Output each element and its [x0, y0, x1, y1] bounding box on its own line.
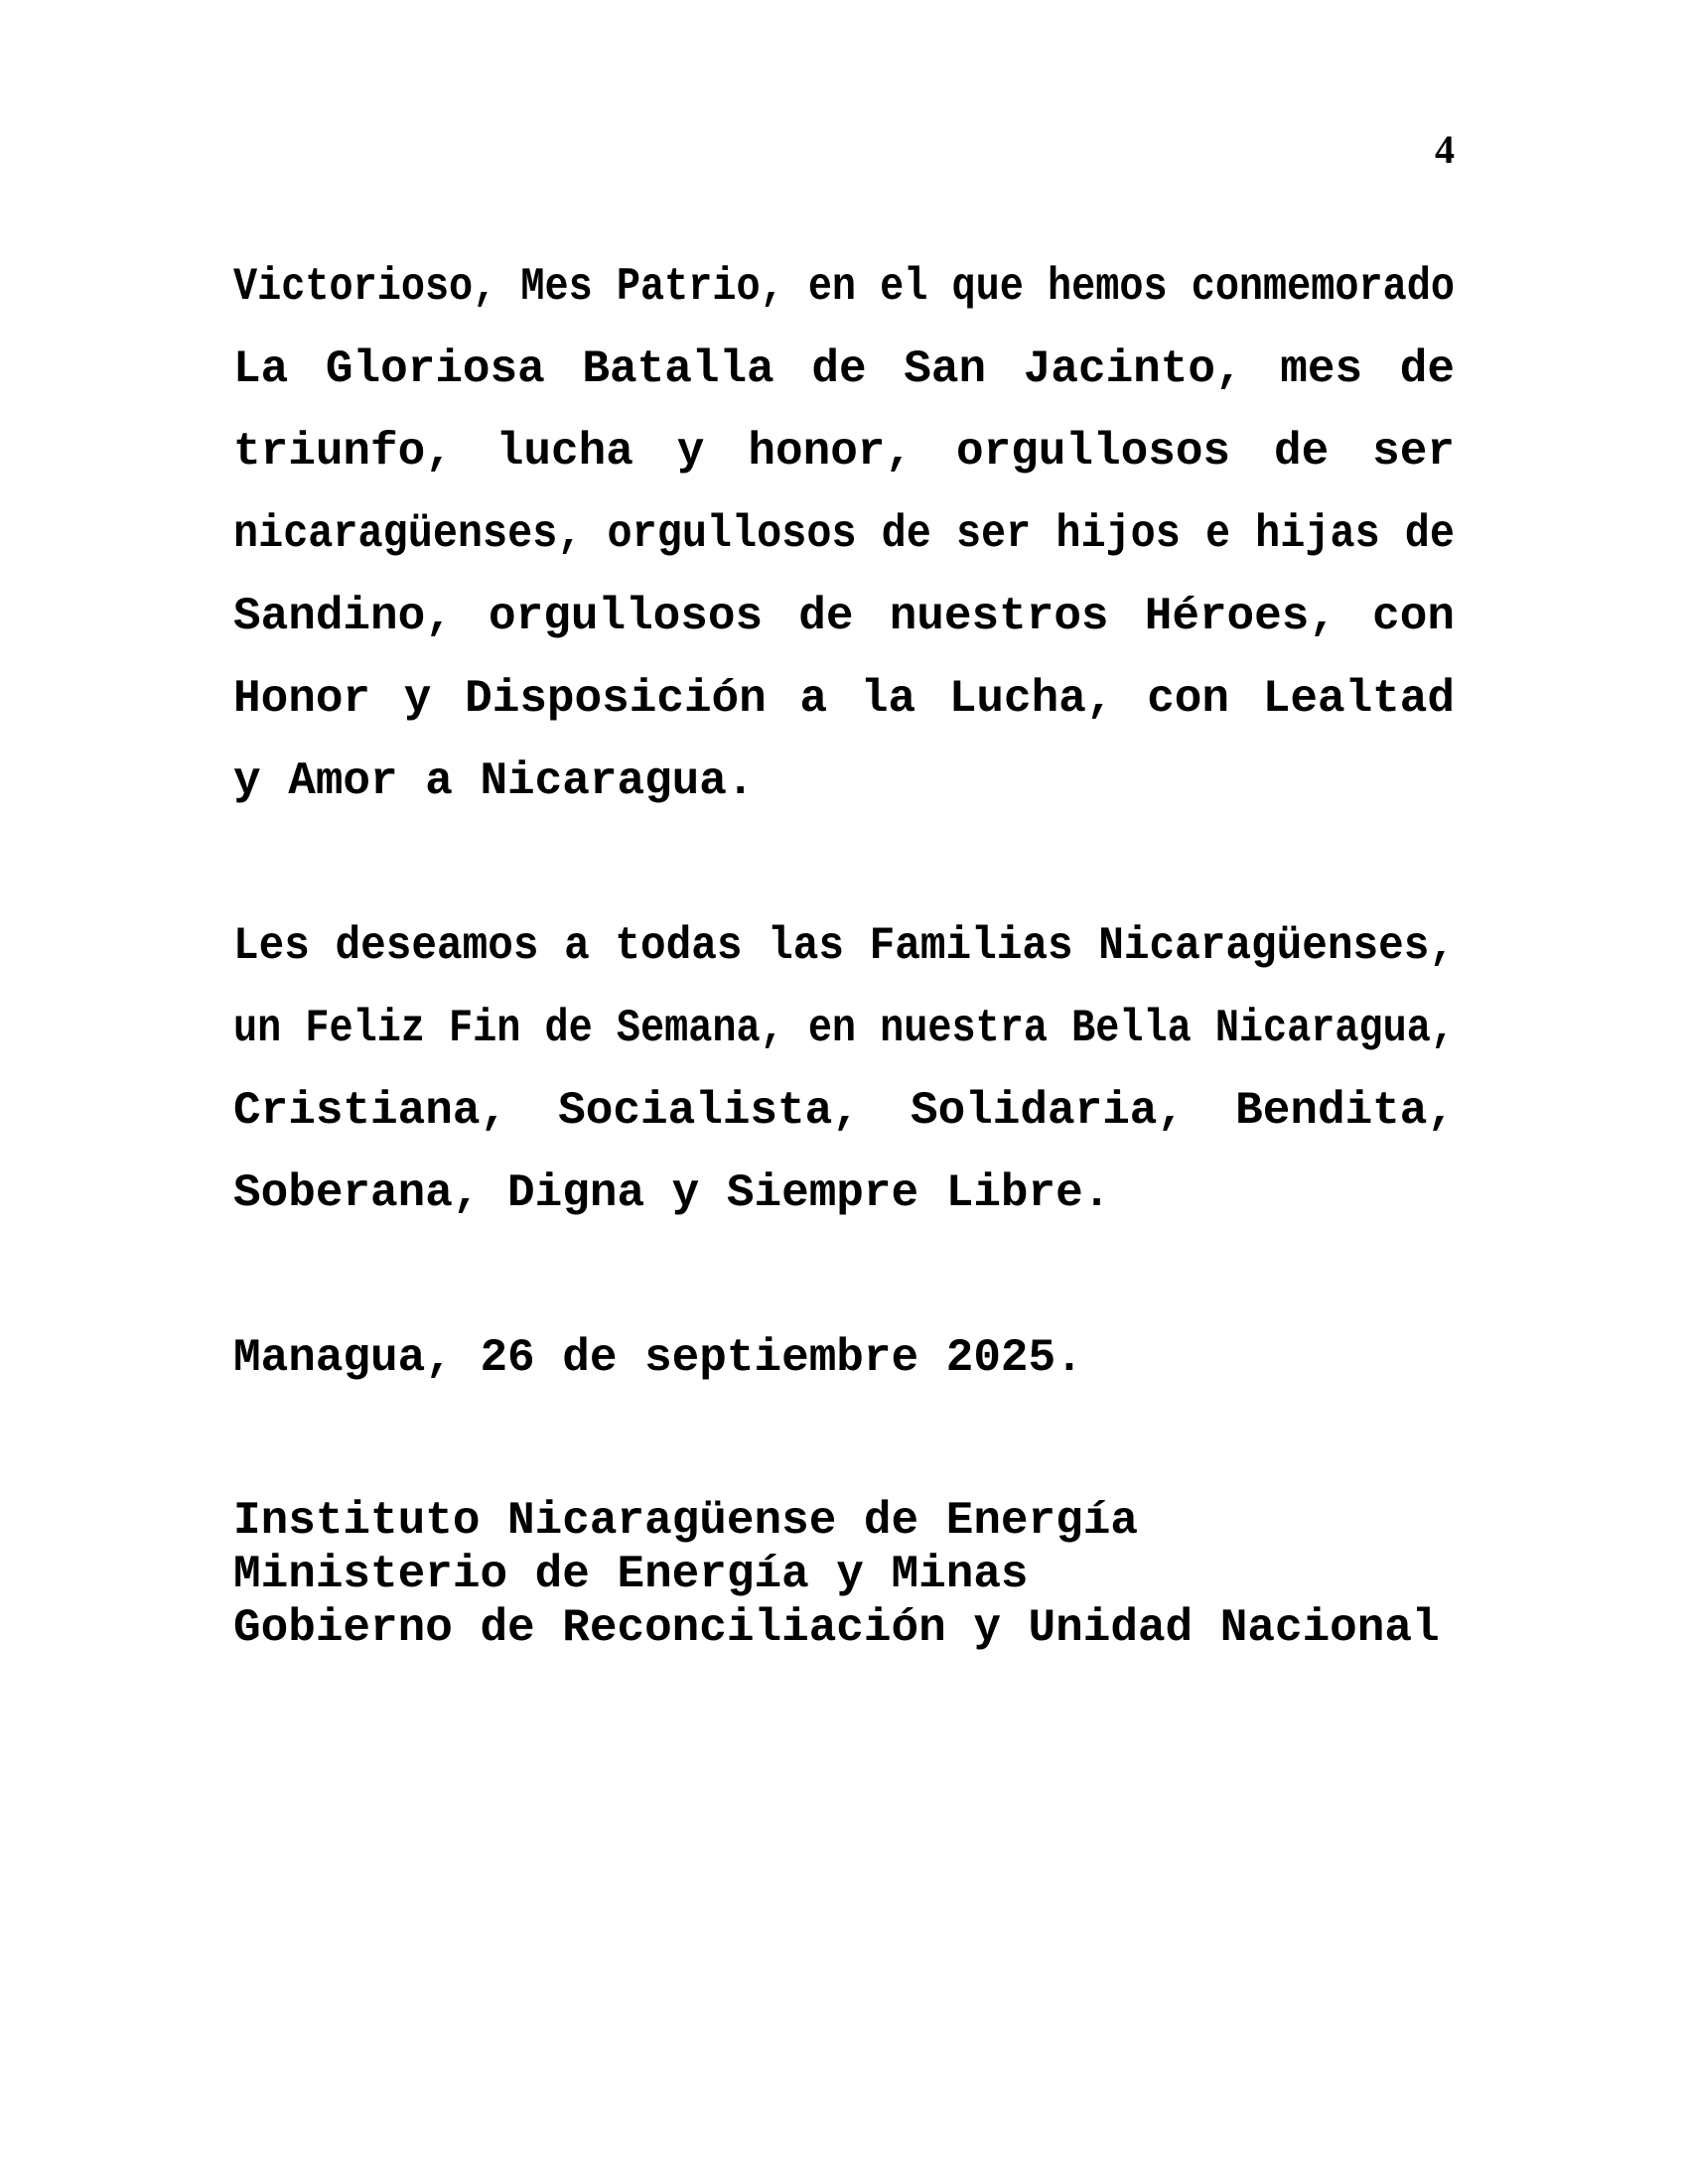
text-line-content: Honor y Disposición a la Lucha, con Lealtad: [233, 673, 1455, 725]
text-line: [233, 1153, 1455, 1235]
text-line-content: Managua, 26 de septiembre 2025.: [233, 1332, 1083, 1384]
text-line-content: Cristiana, Socialista, Solidaria, Bendita,: [233, 1085, 1455, 1137]
text-line-content: Soberana, Digna y Siempre Libre.: [233, 1167, 1111, 1219]
text-line-content: Les deseamos a todas las Familias Nicaragüenses,: [233, 920, 1455, 972]
document-body: [233, 246, 1455, 1655]
text-line-content: triunfo, lucha y honor, orgullosos de ser: [233, 426, 1455, 478]
text-line: [233, 905, 1455, 988]
text-line: [233, 741, 1455, 823]
text-line-content: Sandino, orgullosos de nuestros Héroes, con: [233, 591, 1455, 642]
dateline-paragraph: [233, 1317, 1455, 1400]
text-line: [233, 658, 1455, 741]
text-line: [233, 988, 1455, 1070]
dateline: [233, 1317, 1455, 1400]
text-line-content: nicaragüenses, orgullosos de ser hijos e hijas de: [233, 508, 1455, 560]
page-number: 4: [1435, 127, 1455, 172]
text-line: [233, 246, 1455, 329]
text-line-content: un Feliz Fin de Semana, en nuestra Bella Nicaragua,: [233, 1003, 1455, 1054]
paragraph-2: [233, 905, 1455, 1235]
signature-line-institute: [233, 1494, 1455, 1548]
text-line-content: Ministerio de Energía y Minas: [233, 1549, 1029, 1600]
text-line-content: Instituto Nicaragüense de Energía: [233, 1495, 1138, 1547]
text-line-content: y Amor a Nicaragua.: [233, 755, 755, 807]
text-line: [233, 576, 1455, 658]
text-line: [233, 1070, 1455, 1153]
text-line: [233, 411, 1455, 493]
text-line: [233, 329, 1455, 411]
text-line-content: La Gloriosa Batalla de San Jacinto, mes de: [233, 343, 1455, 395]
paragraph-1: [233, 246, 1455, 823]
signature-line-government: [233, 1601, 1455, 1655]
text-line: [233, 493, 1455, 576]
signature-line-ministry: [233, 1548, 1455, 1601]
signature-block: [233, 1494, 1455, 1655]
text-line-content: Gobierno de Reconciliación y Unidad Nacional: [233, 1602, 1440, 1654]
text-line-content: Victorioso, Mes Patrio, en el que hemos conmemorado: [233, 261, 1455, 313]
